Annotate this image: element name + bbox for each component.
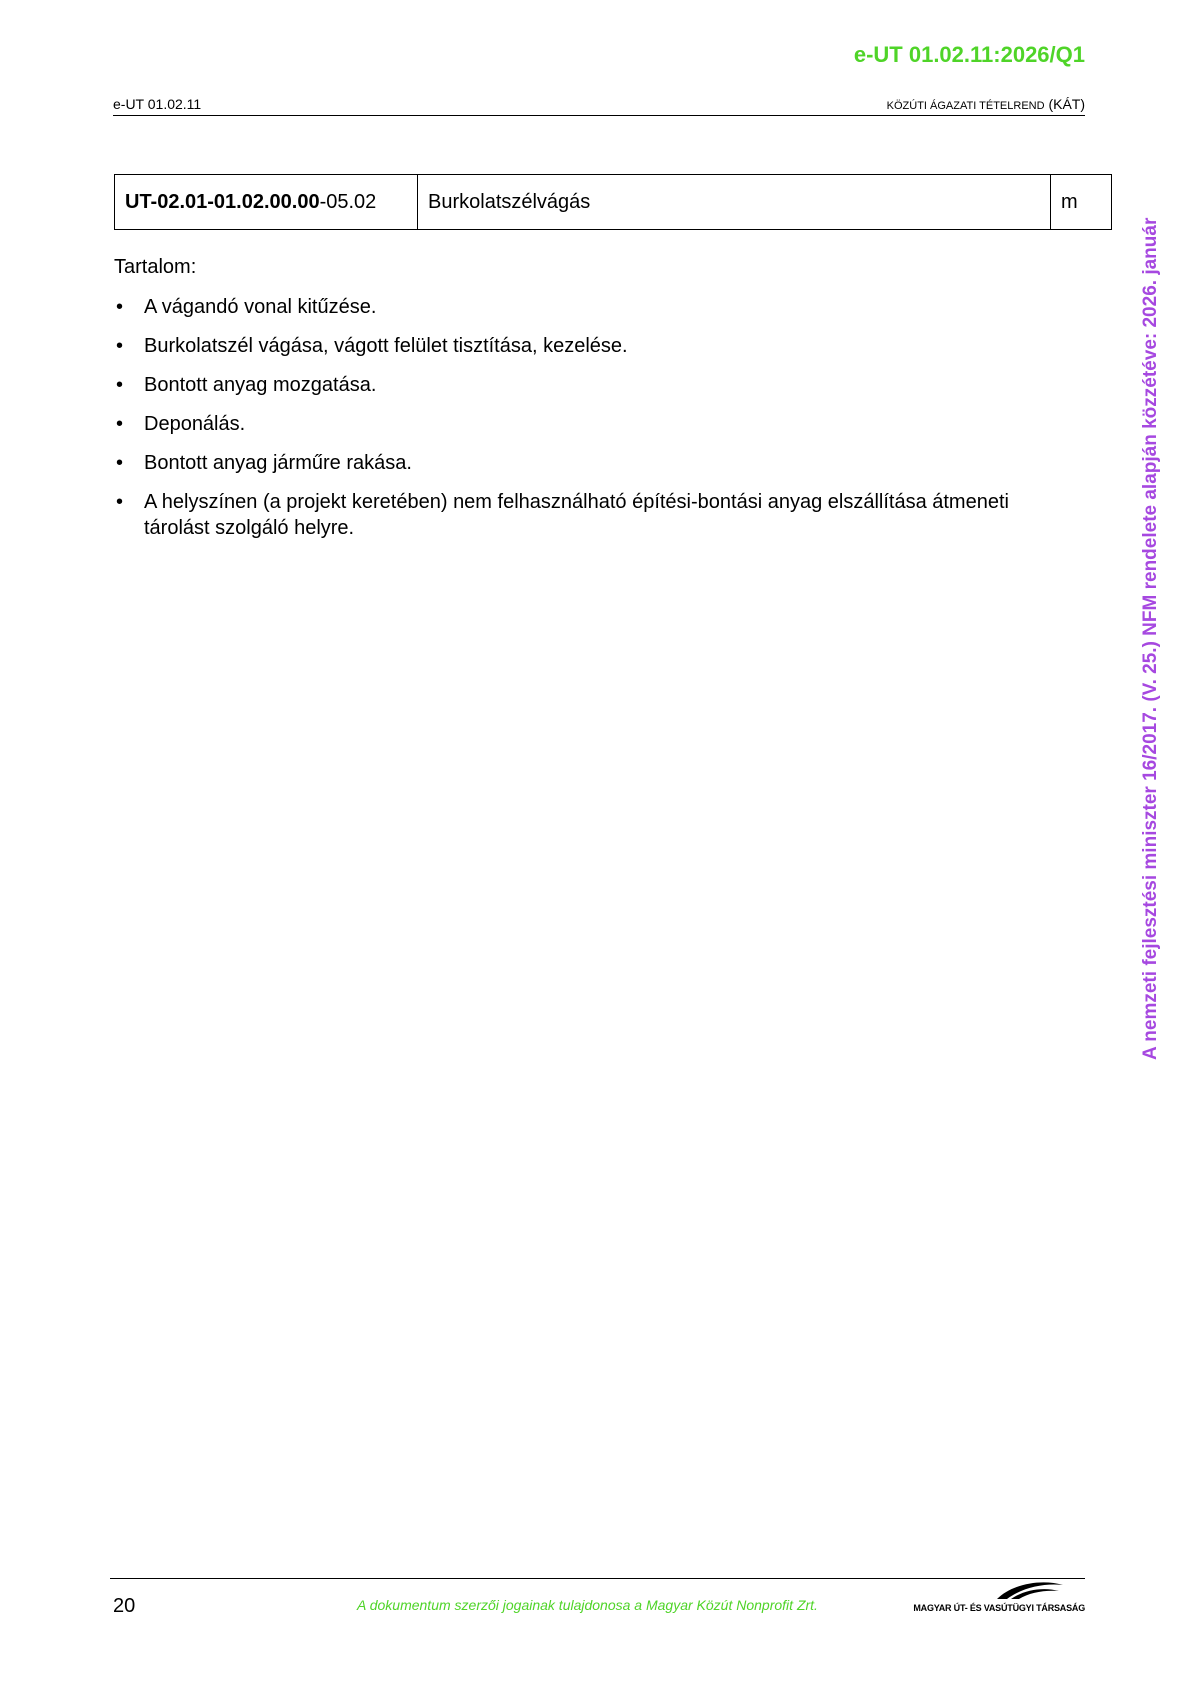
header-title-abbr: (KÁT) — [1048, 96, 1085, 112]
content-label: Tartalom: — [114, 256, 197, 278]
logo-text: MAGYAR ÚT- ÉS VASÚTÜGYI TÁRSASÁG — [913, 1603, 1085, 1613]
copyright-notice: A dokumentum szerzői jogainak tulajdonosa a Magyar Közút Nonprofit Zrt. — [357, 1597, 818, 1613]
list-item: • Burkolatszél vágása, vágott felület tisztítása, kezelése. — [114, 333, 1014, 359]
publication-side-note: A nemzeti fejlesztési miniszter 16/2017. (V. 25.) NFM rendelete alapján közzétéve: 2026. január — [1140, 217, 1161, 1060]
list-item: • Deponálás. — [114, 411, 1014, 437]
table-row — [115, 175, 1112, 230]
list-item: • A vágandó vonal kitűzése. — [114, 294, 1014, 320]
list-item: • Bontott anyag járműre rakása. — [114, 450, 1014, 476]
society-logo — [913, 1575, 1085, 1615]
item-code-cell — [115, 175, 418, 230]
content-list — [114, 294, 1014, 554]
item-unit-cell: m — [1051, 175, 1112, 230]
header-rule — [113, 115, 1085, 116]
header-title-caps: KÖZÚTI ÁGAZATI TÉTELREND — [886, 100, 1045, 112]
item-table — [114, 174, 1112, 230]
list-item: • Bontott anyag mozgatása. — [114, 372, 1014, 398]
item-code-suffix: -05.02 — [319, 190, 377, 213]
header-right-title — [887, 96, 1085, 112]
header-left-code: e-UT 01.02.11 — [113, 96, 202, 112]
item-name-cell: Burkolatszélvágás — [418, 175, 1051, 230]
item-code-bold: UT-02.01-01.02.00.00 — [125, 190, 320, 213]
page-number: 20 — [113, 1595, 136, 1617]
list-item: • A helyszínen (a projekt keretében) nem felhasználható építési-bontási anyag elszállítása átmeneti tárolást szolgáló helyre. — [114, 489, 1014, 541]
document-code: e-UT 01.02.11:2026/Q1 — [853, 42, 1085, 67]
